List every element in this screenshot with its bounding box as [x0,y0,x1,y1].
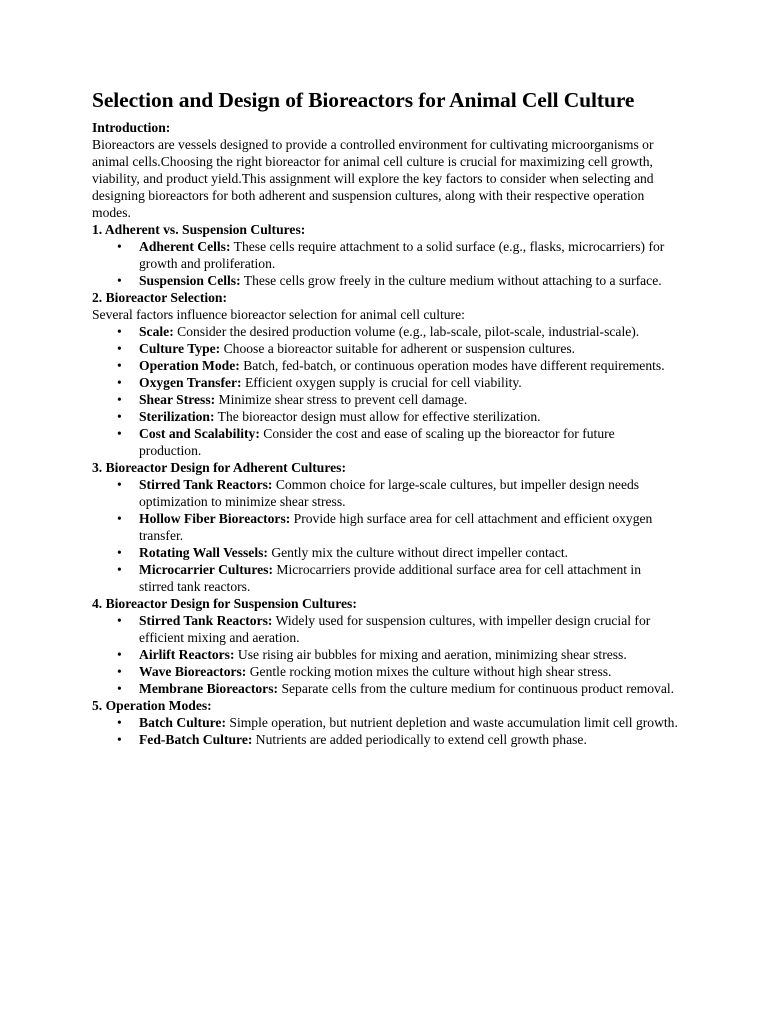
list-item [139,561,678,595]
sections-container [92,221,678,748]
list-item [139,272,678,289]
list-item-term: Wave Bioreactors: [139,664,247,679]
list-item-term: Stirred Tank Reactors: [139,613,273,628]
list-item-term: Suspension Cells: [139,273,241,288]
list-item-description: Consider the desired production volume (e.g., lab-scale, pilot-scale, industrial-scale). [173,324,640,339]
list-item-term: Fed-Batch Culture: [139,732,253,747]
list-item [139,323,678,340]
list-item [139,714,678,731]
list-item-term: Oxygen Transfer: [139,375,242,390]
bullet-list [92,323,678,459]
list-item-description: Use rising air bubbles for mixing and aeration, minimizing shear stress. [234,647,627,662]
list-item-term: Cost and Scalability: [139,426,260,441]
list-item [139,238,678,272]
intro-heading: Introduction: [92,120,171,135]
list-item-description: These cells require attachment to a solid surface (e.g., flasks, microcarriers) for growth and proliferation. [139,239,665,271]
section-heading: 1. Adherent vs. Suspension Cultures: [92,222,306,237]
list-item-term: Rotating Wall Vessels: [139,545,268,560]
list-item-term: Scale: [139,324,174,339]
list-item-description: Minimize shear stress to prevent cell damage. [215,392,468,407]
section-heading: 4. Bioreactor Design for Suspension Cultures: [92,596,357,611]
list-item [139,680,678,697]
list-item-description: Consider the cost and ease of scaling up the bioreactor for future production. [139,426,615,458]
list-item-term: Airlift Reactors: [139,647,235,662]
list-item [139,357,678,374]
list-item-description: The bioreactor design must allow for effective sterilization. [214,409,541,424]
section-heading: 3. Bioreactor Design for Adherent Cultures: [92,460,346,475]
list-item [139,612,678,646]
list-item-description: Gentle rocking motion mixes the culture without high shear stress. [246,664,612,679]
section-heading: 2. Bioreactor Selection: [92,290,228,305]
bullet-list [92,714,678,748]
list-item-term: Stirred Tank Reactors: [139,477,273,492]
list-item-term: Membrane Bioreactors: [139,681,279,696]
list-item [139,510,678,544]
list-item [139,425,678,459]
list-item [139,391,678,408]
section-paragraph: Several factors influence bioreactor selection for animal cell culture: [92,307,465,322]
document-title: Selection and Design of Bioreactors for Animal Cell Culture [92,88,635,112]
list-item-term: Microcarrier Cultures: [139,562,273,577]
list-item [139,663,678,680]
bullet-list [92,612,678,697]
bullet-list [92,238,678,289]
list-item [139,340,678,357]
list-item [139,374,678,391]
list-item-term: Adherent Cells: [139,239,231,254]
list-item-description: Separate cells from the culture medium for continuous product removal. [278,681,675,696]
list-item-description: Common choice for large-scale cultures, but impeller design needs optimization to minimize shear stress. [139,477,640,509]
list-item-term: Operation Mode: [139,358,240,373]
list-item-description: Nutrients are added periodically to extend cell growth phase. [252,732,587,747]
list-item-description: Choose a bioreactor suitable for adherent or suspension cultures. [220,341,576,356]
list-item-term: Shear Stress: [139,392,216,407]
bullet-list [92,476,678,595]
list-item-description: Provide high surface area for cell attachment and efficient oxygen transfer. [139,511,653,543]
list-item-description: Widely used for suspension cultures, with impeller design crucial for efficient mixing and aeration. [139,613,651,645]
list-item-description: Simple operation, but nutrient depletion and waste accumulation limit cell growth. [225,715,678,730]
list-item-description: Efficient oxygen supply is crucial for cell viability. [241,375,522,390]
list-item-description: Microcarriers provide additional surface area for cell attachment in stirred tank reactors. [139,562,641,594]
list-item-term: Culture Type: [139,341,221,356]
list-item-description: These cells grow freely in the culture medium without attaching to a surface. [240,273,662,288]
list-item-description: Gently mix the culture without direct impeller contact. [267,545,569,560]
list-item [139,408,678,425]
list-item [139,731,678,748]
list-item-term: Batch Culture: [139,715,226,730]
list-item [139,544,678,561]
section-heading: 5. Operation Modes: [92,698,212,713]
list-item-description: Batch, fed-batch, or continuous operation modes have different requirements. [239,358,665,373]
intro-paragraph: Bioreactors are vessels designed to provide a controlled environment for cultivating microorganisms or animal cells.Choosing the right bioreactor for animal cell culture is crucial for maximizing cell growth, viability, and product yield.This assignment will explore the key factors to consider when selecting and designing bioreactors for both adherent and suspension cultures, along with their respective operation modes. [92,137,654,220]
list-item [139,476,678,510]
list-item-term: Hollow Fiber Bioreactors: [139,511,291,526]
list-item [139,646,678,663]
list-item-term: Sterilization: [139,409,215,424]
